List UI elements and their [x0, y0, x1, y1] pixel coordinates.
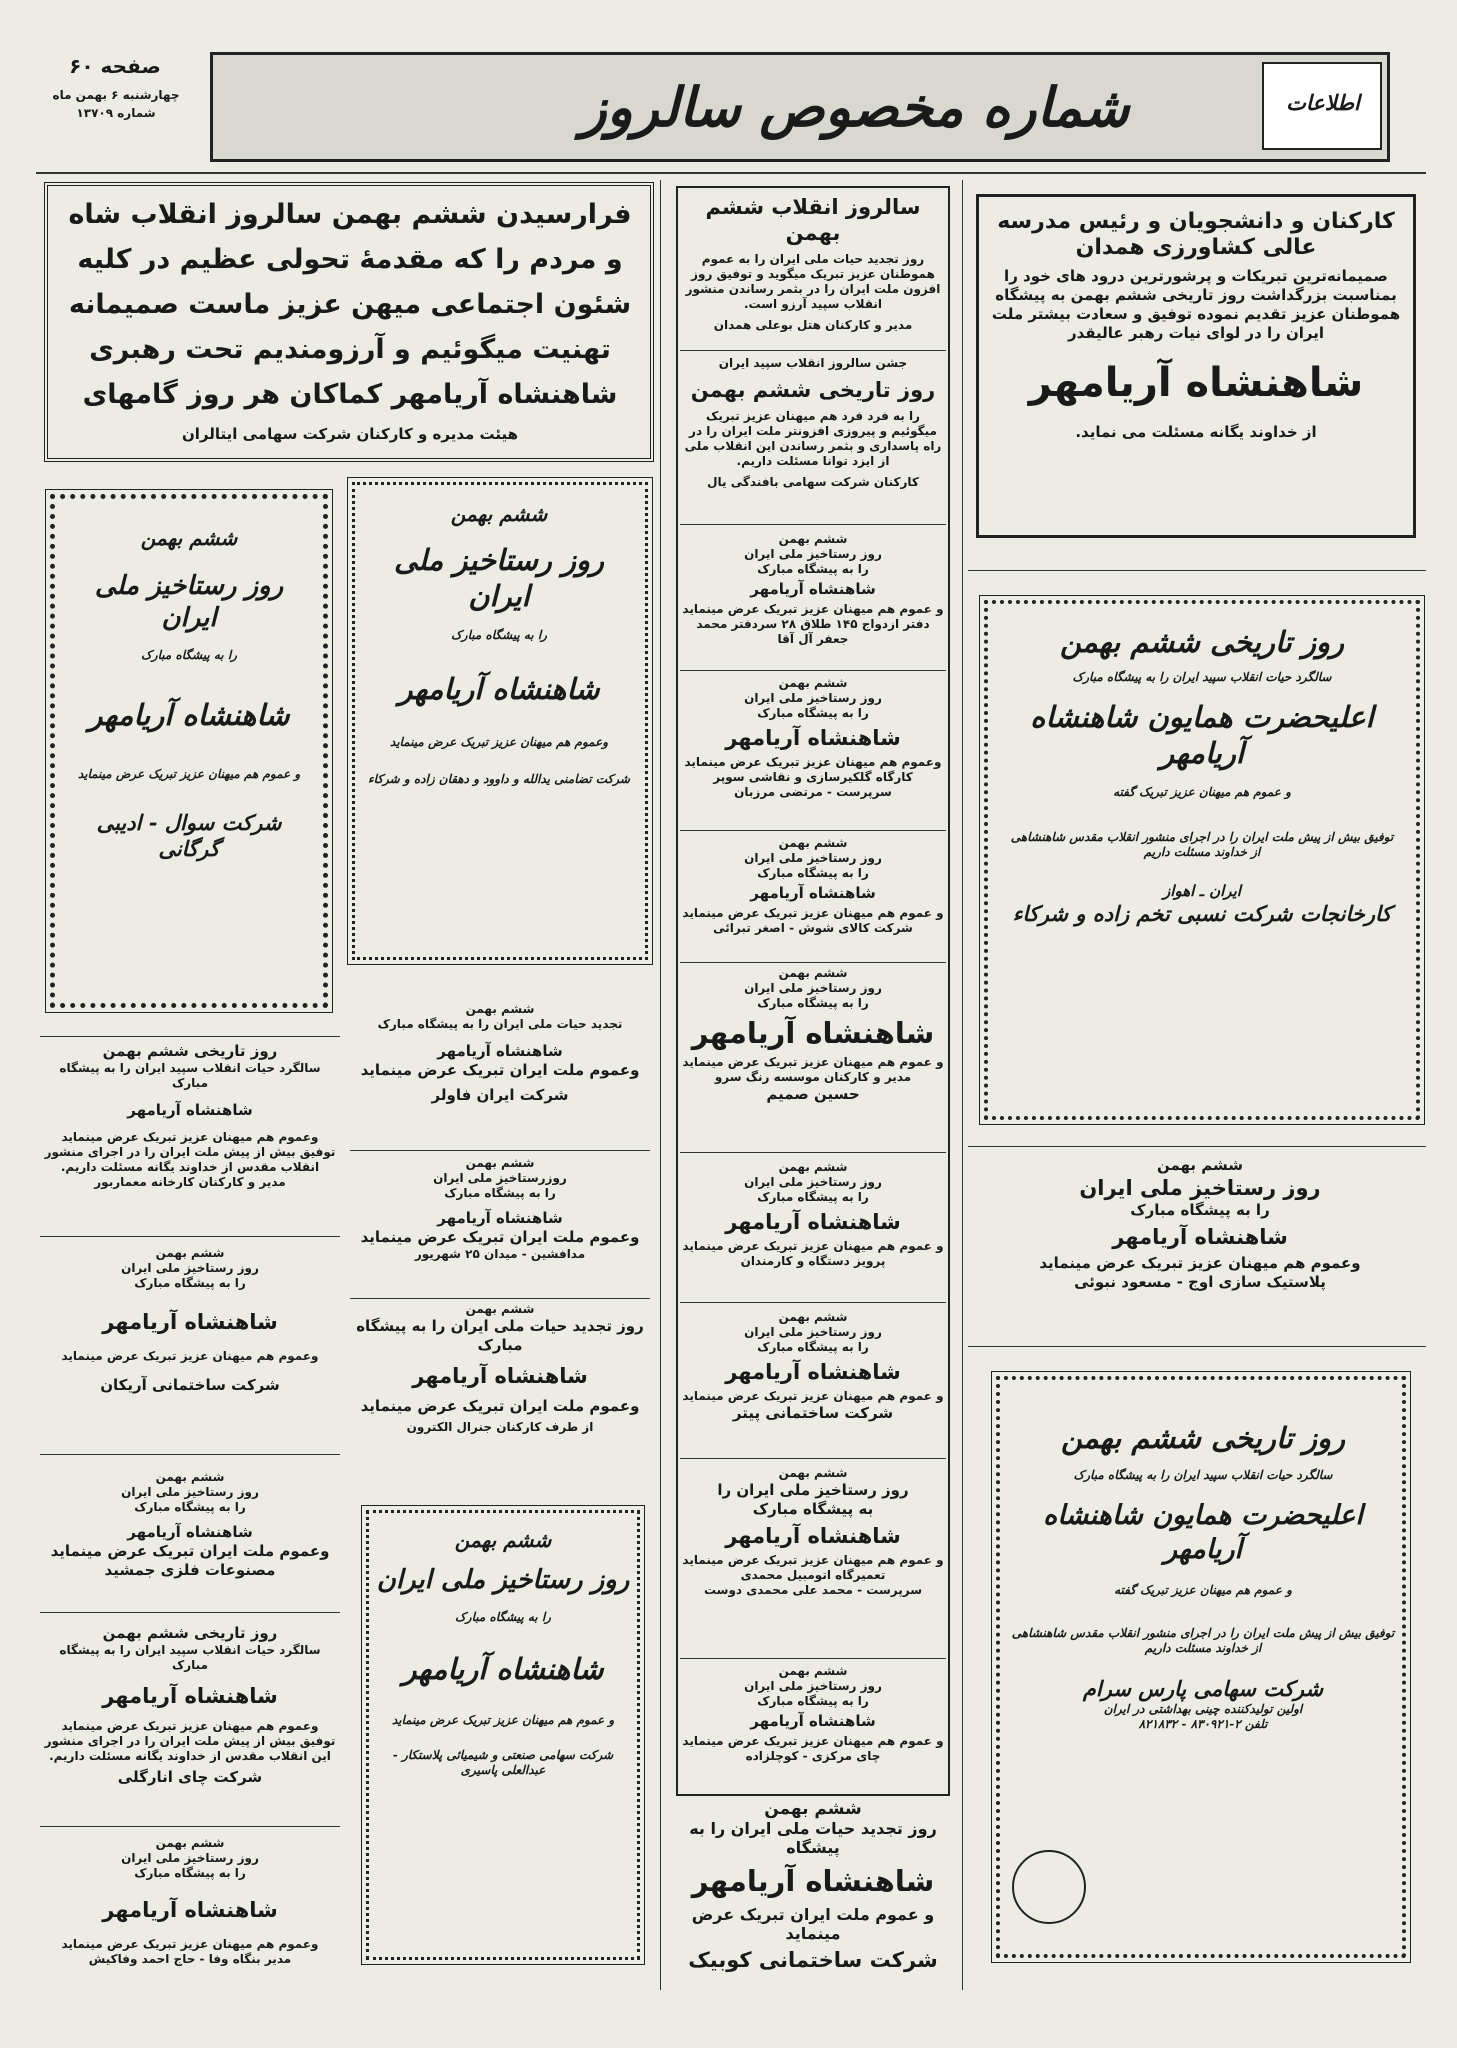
divider	[40, 1036, 340, 1037]
ad-hamedan-agri-school: کارکنان و دانشجویان و رئیس مدرسه عالی کشاورزی همدان صمیمانه‌ترین تبریکات و پرشورترین درود های خود را بمناسبت بزرگداشت روز تاریخی ششم بهمن به پیشگاه هموطنان عزیز تقدیم نموده توفیق و سعادت بیشتر ملت ایران را در لوای نیات رهبر عالیقدر شاهنشاه آریامهر از خداوند یگانه مسئلت می نماید.	[976, 194, 1416, 538]
ad-mohammadi-garage: ششم بهمن روز رستاخیز ملی ایران را به پیشگاه مبارک شاهنشاه آریامهر و عموم هم میهنان عزیز تبریک عرض مینماید تعمیرگاه اتومبیل محمدی سرپرست - محمد علی محمدی دوست	[682, 1466, 944, 1597]
masthead-title: شماره مخصوص سالروز	[580, 75, 1130, 139]
ad-arikan: ششم بهمن روز رستاخیز ملی ایران را به پیشگاه مبارک شاهنشاه آریامهر وعموم هم میهنان عزیز تبریک عرض مینماید شرکت ساختمانی آریکان	[61, 1246, 319, 1394]
divider	[40, 1236, 340, 1237]
ad-memarbour: روز تاریخی ششم بهمن سالگرد حیات انقلاب سپید ایران را به پیشگاه مبارک شاهنشاه آریامهر وعموم هم میهنان عزیز تبریک عرض مینماید توفیق بیش از پیش ملت ایران را در اجرای منشور انقلاب مقدس از خداوند یگانه مسئلت داریم. مدیر و کارکنان کارخانه معماربور	[44, 1042, 336, 1189]
ad-general-electron: ششم بهمن روز تجدید حیات ملی ایران را به پیشگاه مبارک شاهنشاه آریامهر وعموم ملت ایران تبریک عرض مینماید از طرف کارکنان جنرال الکترون	[356, 1302, 644, 1434]
ad-iran-fowler: ششم بهمن تجدید حیات ملی ایران را به پیشگاه مبارک شاهنشاه آریامهر وعموم ملت ایران تبریک عرض مینماید شرکت ایران فاولر	[360, 1002, 640, 1104]
divider	[680, 830, 946, 831]
divider	[40, 1454, 340, 1455]
ad-takhmzadeh-ahvaz: روز تاریخی ششم بهمن سالگرد حیات انقلاب سپید ایران را به پیشگاه مبارک اعلیحضرت همایون شاهنشاه آریامهر و عموم هم میهنان عزیز تبریک گفته توفیق بیش از پیش ملت ایران را در اجرای منشور انقلاب مقدس شاهنشاهی از خداوند مسئلت داریم ایران ـ اهواز کارخانجات شرکت نسبی تخم زاده و شرکاء	[984, 600, 1420, 1120]
divider	[680, 962, 946, 963]
ad-parviz-dastgah: ششم بهمن روز رستاخیز ملی ایران را به پیشگاه مبارک شاهنشاه آریامهر و عموم هم میهنان عزیز تبریک عرض مینماید پرویز دستگاه و کارمندان	[682, 1160, 944, 1268]
ad-calligraphy-plastkar: ششم بهمن روز رستاخیز ملی ایران را به پیشگاه مبارک شاهنشاه آریامهر و عموم هم میهنان عزیز تبریک عرض مینماید شرکت سهامی صنعتی و شیمیائی پلاستکار - عبدالعلی پاسیری	[366, 1510, 640, 1960]
divider	[680, 1658, 946, 1659]
divider	[968, 570, 1426, 571]
ad-hotel-buali: سالروز انقلاب ششم بهمن روز تجدید حیات ملی ایران را به عموم هموطنان عزیز تبریک میگوید و توفیق روز افزون ملت ایران را در بثمر رساندن منشور انقلاب سپید آرزو است. مدیر و کارکنان هتل بوعلی همدان	[685, 195, 941, 332]
ad-calligraphy-dehghan: ششم بهمن روز رستاخیز ملی ایران را به پیشگاه مبارک شاهنشاه آریامهر وعموم هم میهنان عزیز تبریک عرض مینماید شرکت تضامنی یدالله و داوود و دهقان زاده و شرکاء	[352, 482, 648, 960]
divider	[680, 1152, 946, 1153]
ad-italtran-text: فرارسیدن ششم بهمن سالروز انقلاب شاه و مردم را که مقدمهٔ تحولی عظیم در کلیه شئون اجتماعی میهن عزیز ماست صمیمانه تهنیت میگوئیم و آرزومندیم تحت رهبری شاهنشاه آریامهر کماکان هر روز گامهای	[68, 199, 632, 410]
ad-peter-construction: ششم بهمن روز رستاخیز ملی ایران را به پیشگاه مبارک شاهنشاه آریامهر و عموم هم میهنان عزیز تبریک عرض مینماید شرکت ساختمانی پیتر	[682, 1310, 944, 1422]
divider	[968, 1346, 1426, 1347]
divider	[40, 1826, 340, 1827]
ad-kala-shush: ششم بهمن روز رستاخیز ملی ایران را به پیشگاه مبارک شاهنشاه آریامهر و عموم هم میهنان عزیز تبریک عرض مینماید شرکت کالای شوش - اصغر تبرائی	[682, 836, 944, 935]
divider	[680, 350, 946, 351]
ad-rang-sarv: ششم بهمن روز رستاخیز ملی ایران را به پیشگاه مبارک شاهنشاه آریامهر و عموم هم میهنان عزیز تبریک عرض مینماید مدیر و کارکنان موسسه رنگ سرو حسین صمیم	[682, 966, 944, 1103]
header-rule	[36, 172, 1426, 174]
divider	[350, 1298, 650, 1299]
ad-pars-seram: روز تاریخی ششم بهمن سالگرد حیات انقلاب سپید ایران را به پیشگاه مبارک اعلیحضرت همایون شاهنشاه آریامهر و عموم هم میهنان عزیز تبریک گفته توفیق بیش از پیش ملت ایران را در اجرای منشور انقلاب مقدس شاهنشاهی از خداوند مسئلت داریم شرکت سهامی پارس سرام اولین تولیدکننده چینی بهداشتی در ایران تلفن ۲-۸۳۰۹۲۱ - ۸۲۱۸۳۲	[996, 1376, 1406, 1958]
ad-chai-anargoli: روز تاریخی ششم بهمن سالگرد حیات انقلاب سپید ایران را به پیشگاه مبارک شاهنشاه آریامهر وعموم هم میهنان عزیز تبریک عرض مینماید توفیق بیش از پیش ملت ایران را در اجرای منشور این انقلاب مقدس از خداوند یگانه مسئلت داریم. شرکت چای انارگلی	[44, 1624, 336, 1786]
ad-plastic-oj: ششم بهمن روز رستاخیز ملی ایران را به پیشگاه مبارک شاهنشاه آریامهر وعموم هم میهنان عزیز تبریک عرض مینماید پلاستیک سازی اوج - مسعود نبوئی	[1039, 1156, 1361, 1291]
logo-text: اطلاعات	[1286, 90, 1360, 115]
ad-baftandegi-yal: جشن سالروز انقلاب سپید ایران روز تاریخی ششم بهمن را به فرد فرد هم میهنان عزیز تبریک میگوئیم و پیروزی افزونتر ملت ایران را در راه پاسداری و بثمر رساندن این انقلاب ملی از ایزد توانا مسئلت داریم. کارکنان شرکت سهامی بافندگی یال	[684, 356, 942, 489]
ad-bongah-vafa: ششم بهمن روز رستاخیز ملی ایران را به پیشگاه مبارک شاهنشاه آریامهر وعموم هم میهنان عزیز تبریک عرض مینماید مدیر بنگاه وفا - حاج احمد وفاکیش	[61, 1836, 319, 1966]
ad-modafshin: ششم بهمن روزرستاخیز ملی ایران را به پیشگاه مبارک شاهنشاه آریامهر وعموم ملت ایران تبریک عرض مینماید مدافشین - میدان ۲۵ شهریور	[360, 1156, 640, 1261]
divider	[680, 670, 946, 671]
divider	[680, 1458, 946, 1459]
date-line: چهارشنبه ۶ بهمن ماه	[52, 88, 180, 102]
page-number: صفحه ۶۰	[69, 54, 161, 78]
ad-daftar-ezdevaj: ششم بهمن روز رستاخیز ملی ایران را به پیشگاه مبارک شاهنشاه آریامهر و عموم هم میهنان عزیز تبریک عرض مینماید دفتر ازدواج ۱۴۵ طلاق ۲۸ سردفتر محمد جعفر آل آقا	[682, 532, 944, 646]
ad-garage-super: ششم بهمن روز رستاخیز ملی ایران را به پیشگاه مبارک شاهنشاه آریامهر وعموم هم میهنان عزیز تبریک عرض مینماید کارگاه گلکیرسازی و نقاشی سوپر سرپرست - مرتضی مرزبان	[684, 676, 942, 799]
divider	[40, 1612, 340, 1613]
company-emblem	[1012, 1850, 1086, 1924]
ad-jamshid-metal: ششم بهمن روز رستاخیز ملی ایران را به پیشگاه مبارک شاهنشاه آریامهر وعموم ملت ایران تبریک عرض مینماید مصنوعات فلزی جمشید	[50, 1470, 330, 1579]
divider	[968, 1146, 1426, 1147]
ad-calligraphy-sowal: ششم بهمن روز رستاخیز ملی ایران را به پیشگاه مبارک شاهنشاه آریامهر و عموم هم میهنان عزیز تبریک عرض مینماید شرکت سوال - ادیبی گرگانی	[50, 494, 328, 1008]
column-rule	[660, 180, 661, 1990]
ad-italtran-sign: هیئت مدیره و کارکنان شرکت سهامی ایتالران	[181, 425, 519, 443]
divider	[680, 1302, 946, 1303]
logo	[1262, 62, 1382, 150]
divider	[350, 1150, 650, 1151]
column-rule	[962, 180, 963, 1990]
ad-chai-markazi: ششم بهمن روز رستاخیز ملی ایران را به پیشگاه مبارک شاهنشاه آریامهر و عموم هم میهنان عزیز تبریک عرض مینماید چای مرکزی - کوچلزاده	[682, 1664, 944, 1763]
ad-kubik-construction: ششم بهمن روز تجدید حیات ملی ایران را به پیشگاه شاهنشاه آریامهر و عموم ملت ایران تبریک عرض مینماید شرکت ساختمانی کوبیک	[688, 1800, 938, 1972]
ad-italtran	[44, 182, 654, 462]
divider	[680, 524, 946, 525]
issue-line: شماره ۱۳۷۰۹	[76, 106, 156, 120]
